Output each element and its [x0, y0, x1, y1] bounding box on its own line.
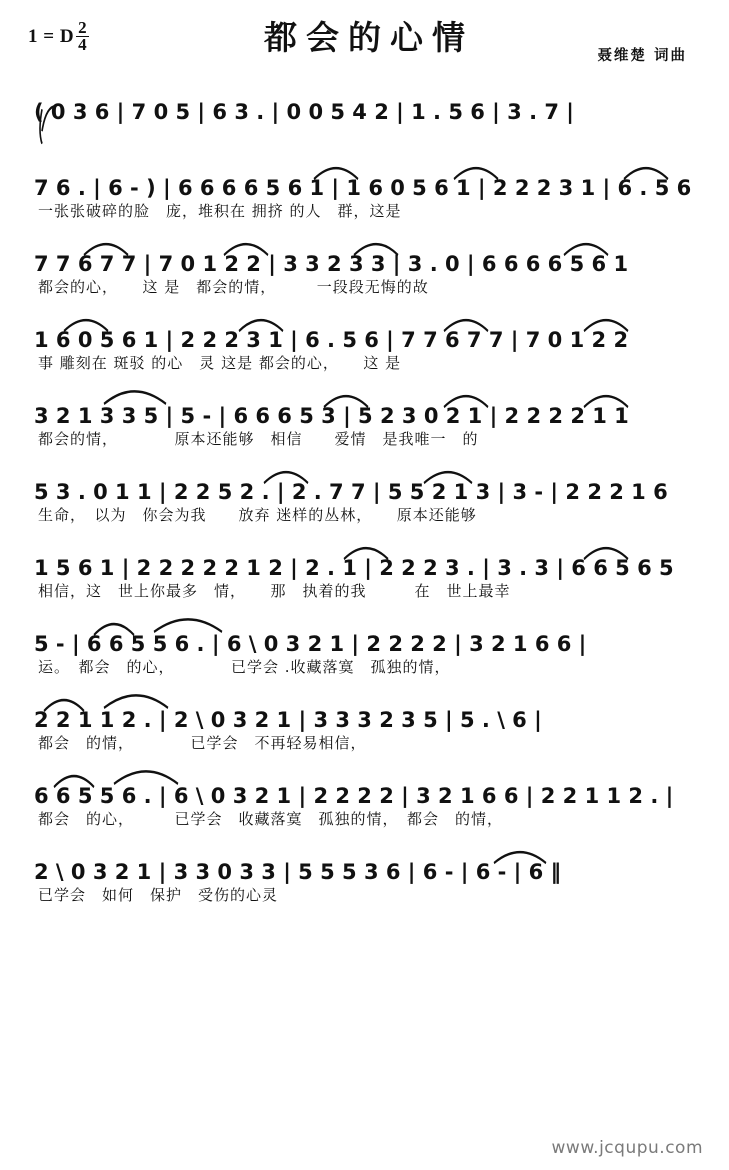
note-row: 2 \ 0 3 2 1 | 3 3 0 3 3 | 5 5 5 3 6 | 6 - | 6 - | 6 ‖: [34, 860, 562, 884]
note-row: ( 0 3 6 | 7 0 5 | 6 3 . | 0 0 5 4 2 | 1 . 5 6 | 3 . 7 |: [34, 100, 574, 124]
note-row: 3 2 1 3 3 5 | 5 - | 6 6 6 5 3 | 5 2 3 0 2 1 | 2 2 2 2 1 1: [34, 404, 629, 428]
system-5: [24, 382, 705, 454]
system-3: [24, 230, 705, 302]
note-row: 1 5 6 1 | 2 2 2 2 2 1 2 | 2 . 1 | 2 2 2 3 . | 3 . 3 | 6 6 5 6 5: [34, 556, 674, 580]
lyric-row: 相信，这 世上你最多 情， 那 执着的我 在 世上最幸: [38, 582, 511, 600]
lyric-row: 都会 的情， 已学会 不再轻易相信，: [38, 734, 367, 752]
system-6: [24, 458, 705, 530]
system-1: [24, 78, 705, 150]
note-row: 5 - | 6 6 5 5 6 . | 6 \ 0 3 2 1 | 2 2 2 2 | 3 2 1 6 6 |: [34, 632, 587, 656]
sheet-header: [0, 0, 729, 78]
lyric-row: [24, 124, 705, 150]
composer-credit: 聂维楚 词曲: [597, 48, 687, 64]
lyric-row: 都会的心， 这 是 都会的情， 一段段无悔的故: [38, 278, 429, 296]
lyric-row: 运。 都会 的心， 已学会 .收藏落寞 孤独的情，: [38, 658, 451, 676]
page-title: 都会的心情: [264, 18, 474, 57]
system-8: [24, 610, 705, 682]
system-11: [24, 838, 705, 910]
lyric-row: 都会 的心， 已学会 收藏落寞 孤独的情， 都会 的情，: [38, 810, 504, 828]
time-signature-denominator: 4: [78, 35, 88, 55]
note-row: 7 7 6 7 7 | 7 0 1 2 2 | 3 3 2 3 3 | 3 . 0 | 6 6 6 6 5 6 1: [34, 252, 629, 276]
system-9: [24, 686, 705, 758]
lyric-row: 都会的情， 原本还能够 相信 爱情 是我唯一 的: [38, 430, 479, 448]
note-row: 5 3 . 0 1 1 | 2 2 5 2 . | 2 . 7 7 | 5 5 2 1 3 | 3 - | 2 2 2 1 6: [34, 480, 668, 504]
lyric-row: 已学会 如何 保护 受伤的心灵: [38, 886, 279, 904]
note-row: 2 2 1 1 2 . | 2 \ 0 3 2 1 | 3 3 3 2 3 5 | 5 . \ 6 |: [34, 708, 542, 732]
time-signature-numerator: 2: [78, 18, 88, 37]
note-row: 1 6 0 5 6 1 | 2 2 2 3 1 | 6 . 5 6 | 7 7 6 7 7 | 7 0 1 2 2: [34, 328, 629, 352]
note-row: 7 6 . | 6 - ) | 6 6 6 6 5 6 1 | 1 6 0 5 6 1 | 2 2 2 3 1 | 6 . 5 6: [34, 176, 692, 200]
note-row: 6 6 5 5 6 . | 6 \ 0 3 2 1 | 2 2 2 2 | 3 2 1 6 6 | 2 2 1 1 2 . |: [34, 784, 674, 808]
system-4: [24, 306, 705, 378]
system-7: [24, 534, 705, 606]
music-body: [0, 78, 729, 910]
lyric-row: 一张张破碎的脸 庞，堆积在 拥挤 的人 群，这是: [38, 202, 402, 220]
lyric-row: 生命， 以为 你会为我 放弃 迷样的丛林， 原本还能够: [38, 506, 477, 524]
key-label: 1 = D: [28, 25, 75, 47]
system-10: [24, 762, 705, 834]
lyric-row: 事 雕刻在 斑驳 的心 灵 这是 都会的心， 这 是: [38, 354, 402, 372]
system-2: [24, 154, 705, 226]
source-url: www.jcqupu.com: [551, 1138, 703, 1158]
